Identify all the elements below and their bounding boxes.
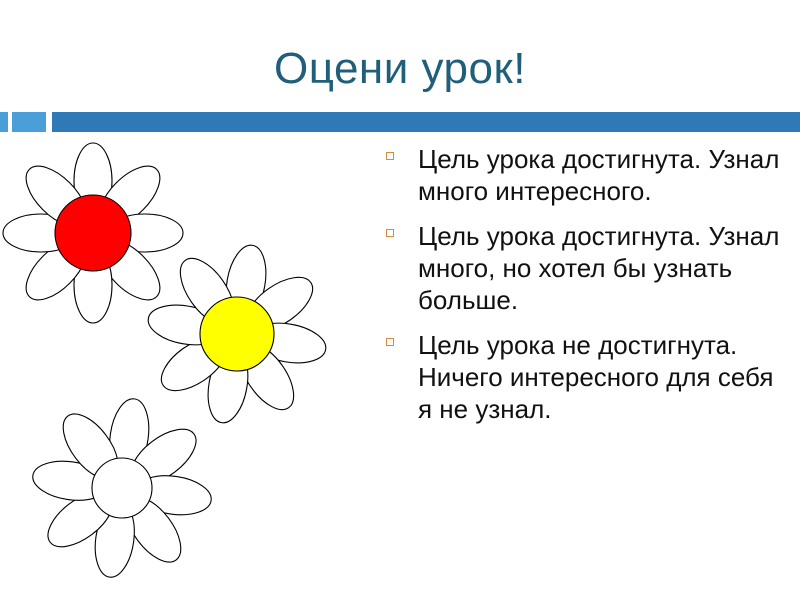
rating-option-2 — [386, 220, 786, 316]
flower-center — [92, 458, 152, 518]
rating-option-text: Цель урока не достигнута. Ничего интересного для себя я не узнал. — [418, 330, 774, 424]
rating-options-list — [386, 143, 786, 438]
title-divider-segment-3 — [52, 112, 800, 132]
title-divider-segment-1 — [0, 112, 8, 132]
yellow-flower — [145, 242, 329, 426]
rating-option-3 — [386, 329, 786, 425]
title-divider-segment-2 — [12, 112, 46, 132]
bullet-icon — [386, 229, 394, 237]
slide-title: Оцени урок! — [274, 44, 526, 93]
rating-option-text: Цель урока достигнута. Узнал много, но хотел бы узнать больше. — [418, 221, 780, 315]
bullet-icon — [386, 152, 394, 160]
flower-center — [55, 195, 131, 271]
flowers-illustration — [0, 130, 380, 600]
flower-center — [200, 297, 274, 371]
bullet-icon — [386, 338, 394, 346]
rating-option-text: Цель урока достигнута. Узнал много интересного. — [418, 144, 780, 206]
red-flower — [3, 143, 183, 323]
white-flower — [30, 396, 214, 580]
rating-option-1 — [386, 143, 786, 207]
